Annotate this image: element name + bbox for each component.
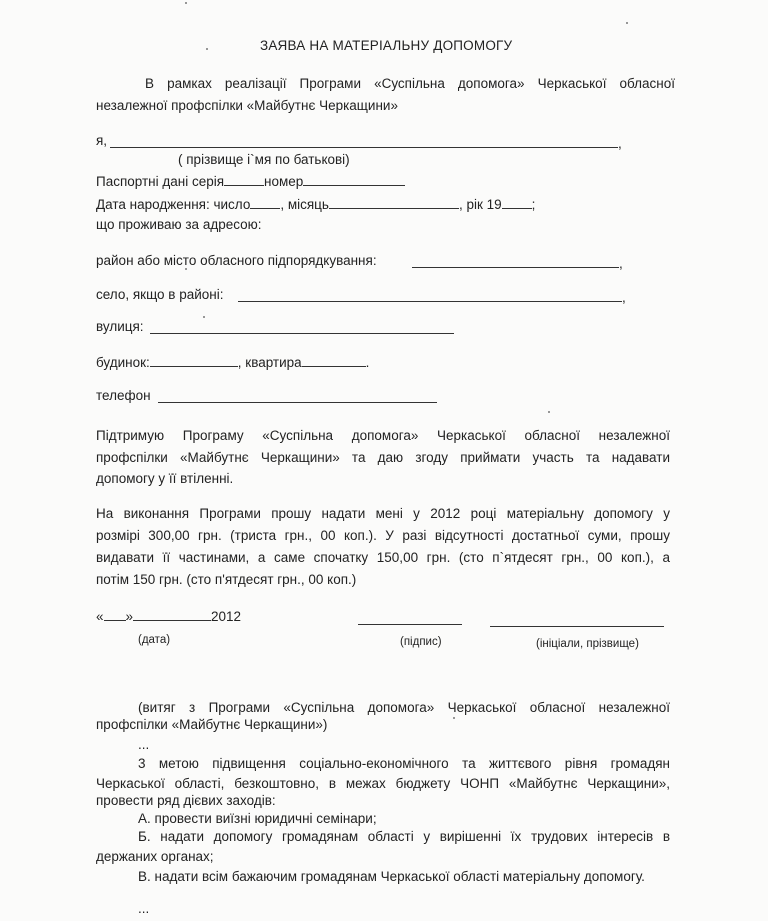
extract-line-2: профспілки «Майбутнє Черкащини»): [96, 717, 328, 732]
date-day-field[interactable]: [104, 607, 126, 621]
street-field[interactable]: [150, 333, 454, 334]
address-intro: що проживаю за адресою:: [96, 217, 262, 232]
passport-series-field[interactable]: [224, 172, 264, 186]
apartment-field[interactable]: [302, 353, 366, 367]
signature-field[interactable]: [358, 624, 462, 625]
scan-speck: [453, 717, 455, 719]
birth-year-field[interactable]: [502, 195, 532, 209]
support-line-3: допомогу у її втіленні.: [96, 471, 234, 486]
extract-item-c: В. надати всім бажаючим громадянам Черкаської області матеріальну допомогу.: [138, 869, 645, 884]
district-label: район або місто обласного підпорядкування:: [96, 253, 377, 268]
date-year: 2012: [211, 609, 242, 624]
extract-p3-line-2: Черкаської області, безкоштовно, в межах бюджету ЧОНП «Майбутнє Черкащини»,: [96, 776, 670, 791]
birth-year-end: ;: [531, 197, 536, 212]
extract-ellipsis-bottom: ...: [138, 901, 150, 916]
birth-day-field[interactable]: [250, 195, 280, 209]
birth-year-label: , рік 19: [458, 197, 502, 212]
passport-number-label: номер: [264, 174, 304, 189]
village-field-end: ,: [622, 290, 626, 305]
date-month-field[interactable]: [133, 607, 211, 621]
phone-field[interactable]: [158, 402, 437, 403]
extract-item-b-line-2: держаних органах;: [96, 849, 214, 864]
district-field[interactable]: [412, 267, 619, 268]
birth-month-field[interactable]: [329, 195, 459, 209]
scan-speck: [626, 22, 628, 24]
date-quote-open: «: [96, 609, 104, 624]
phone-label: телефон: [96, 388, 151, 403]
extract-p3-line-3: провести ряд дієвих заходів:: [96, 793, 276, 808]
apartment-label: , квартира: [237, 355, 302, 370]
initials-label: (ініціали, прізвище): [536, 638, 639, 650]
extract-item-b-line-1: Б. надати допомогу громадянам області у вирішенні їх трудових інтересів в: [138, 829, 670, 844]
request-line-3: видавати її частинами, а саме спочатку 150,00 грн. (сто п`ятдесят грн., 00 коп.), а: [96, 550, 670, 565]
page-title: ЗАЯВА НА МАТЕРІАЛЬНУ ДОПОМОГУ: [260, 38, 513, 53]
intro-line-1: В рамках реалізації Програми «Суспільна допомога» Черкаської обласної: [145, 76, 675, 91]
support-line-1: Підтримую Програму «Суспільна допомога» Черкаської обласної незалежної: [96, 428, 670, 443]
scan-speck: [185, 2, 187, 4]
birthdate-row: [96, 195, 535, 214]
scan-speck: [203, 316, 205, 318]
village-field[interactable]: [238, 301, 622, 302]
request-line-2: розмірі 300,00 грн. (триста грн., 00 коп.). У разі відсутності достатньої суми, прошу: [96, 528, 670, 543]
extract-line-1: (витяг з Програми «Суспільна допомога» Черкаської обласної незалежної: [138, 700, 670, 715]
extract-ellipsis-top: ...: [138, 737, 150, 752]
date-label: (дата): [138, 634, 171, 646]
date-quote-close: »: [125, 609, 134, 624]
house-label: будинок:: [96, 355, 150, 370]
birth-day-label: Дата народження: число: [96, 197, 251, 212]
extract-p3-line-1: 3 метою підвищення соціально-економічного та життєвого рівня громадян: [138, 756, 670, 771]
name-field[interactable]: [110, 147, 618, 148]
passport-series-label: Паспортні дані серія: [96, 174, 225, 189]
name-hint: ( прізвище і`мя по батькові): [178, 152, 350, 167]
street-label: вулиця:: [96, 319, 144, 334]
request-line-4: потім 150 грн. (сто п'ятдесят грн., 00 коп.): [96, 572, 357, 587]
ya-label: я,: [96, 133, 108, 148]
village-label: село, якщо в районі:: [96, 287, 224, 302]
date-row: [96, 607, 241, 626]
initials-field[interactable]: [490, 626, 664, 627]
extract-item-a: А. провести виїзні юридичні семінари;: [138, 811, 377, 826]
scan-speck: [206, 48, 208, 50]
passport-row: [96, 172, 405, 191]
house-row: [96, 353, 369, 372]
passport-number-field[interactable]: [303, 172, 405, 186]
birth-month-label: , місяць: [280, 197, 329, 212]
house-field[interactable]: [150, 353, 238, 367]
support-line-2: профспілки «Майбутнє Черкащини» та даю згоду приймати участь та надавати: [96, 450, 670, 465]
district-field-end: ,: [619, 256, 623, 271]
intro-line-2: незалежної профспілки «Майбутнє Черкащини»: [96, 98, 398, 113]
apartment-end: .: [365, 355, 370, 370]
name-field-end: ,: [618, 136, 622, 151]
scan-speck: [548, 411, 550, 413]
request-line-1: На виконання Програми прошу надати мені у 2012 році матеріальну допомогу у: [96, 506, 670, 521]
signature-label: (підпис): [400, 636, 442, 648]
